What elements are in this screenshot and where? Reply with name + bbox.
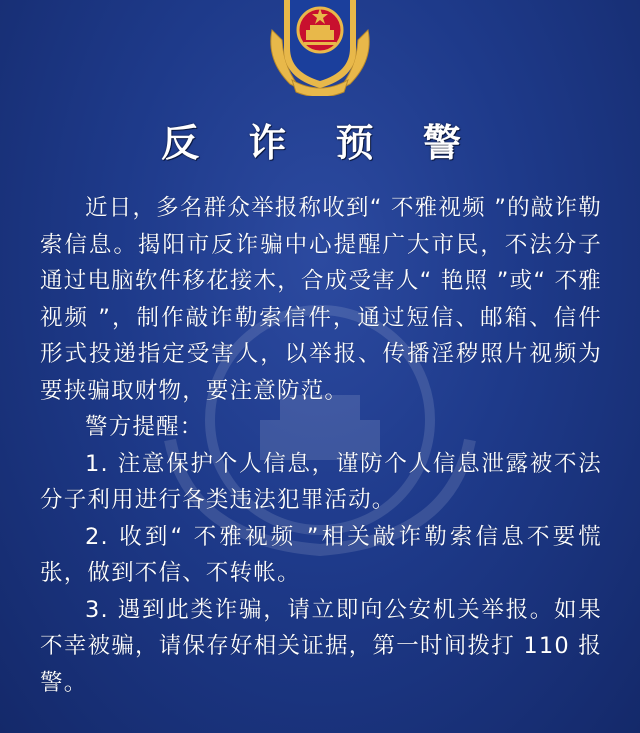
page-title: 反 诈 预 警 xyxy=(161,120,479,165)
tip-item: 1. 注意保护个人信息，谨防个人信息泄露被不法分子利用进行各类违法犯罪活动。 xyxy=(40,450,602,513)
alert-heading: 警方提醒： xyxy=(85,414,204,440)
tip-item: 2. 收到“ 不雅视频 ”相关敲诈勒索信息不要慌张，做到不信、不转帐。 xyxy=(40,523,602,586)
intro-paragraph: 近日，多名群众举报称收到“ 不雅视频 ”的敲诈勒索信息。揭阳市反诈骗中心提醒广大市民，不法分子通过电脑软件移花接木，合成受害人“ 艳照 ”或“ 不雅视频 ”，制作敲诈勒索信件，通过短信、邮箱、信件形式投递指定受害人，以举报、传播淫秽照片视频为要挟骗取财物，要注意防范。 xyxy=(40,195,602,404)
tip-item: 3. 遇到此类诈骗，请立即向公安机关举报。如果不幸被骗，请保存好相关证据，第一时间拨打 110 报警。 xyxy=(40,596,602,696)
police-emblem-icon xyxy=(262,0,378,96)
notice-body xyxy=(40,190,602,701)
